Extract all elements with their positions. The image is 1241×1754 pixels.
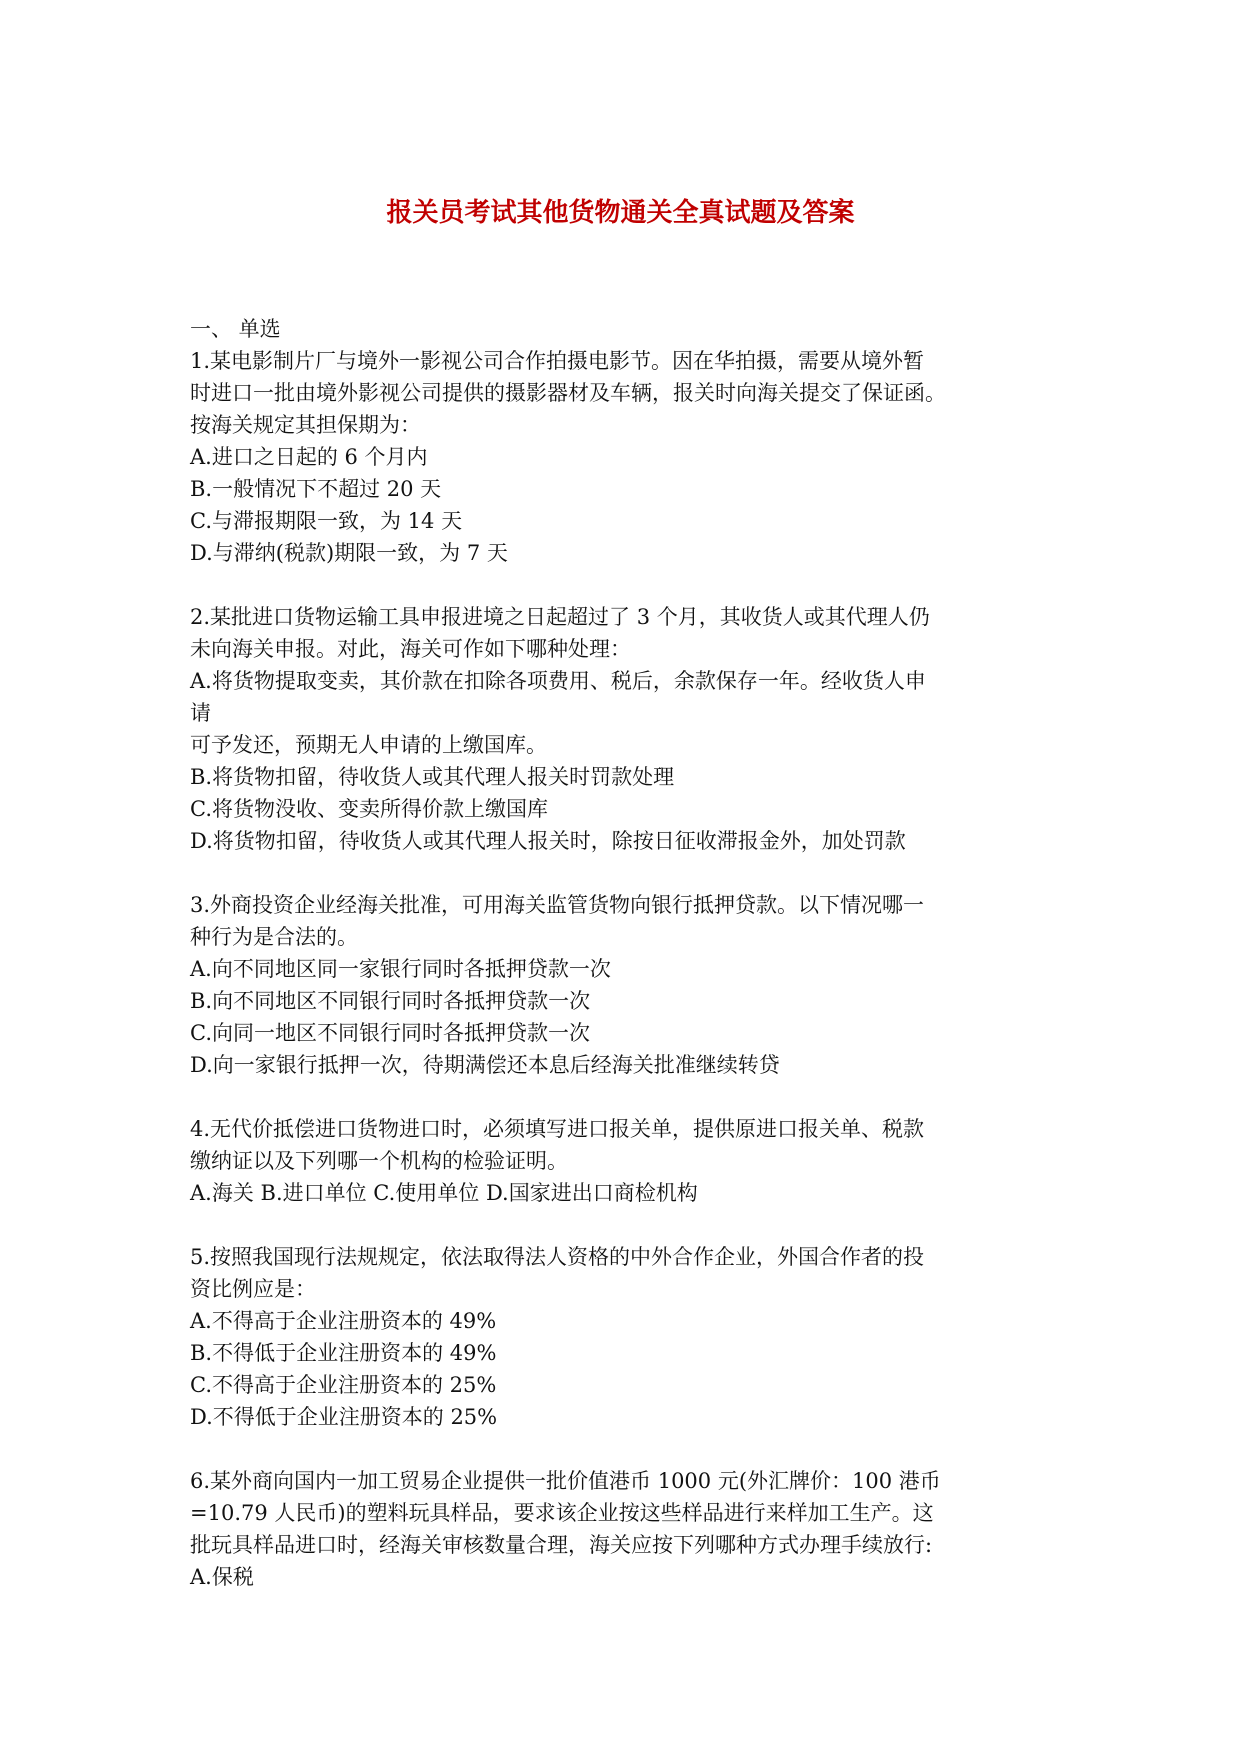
answer-option: A.海关 B.进口单位 C.使用单位 D.国家进出口商检机构 — [190, 1181, 698, 1205]
paragraph-gap — [190, 857, 1070, 889]
question-text: 时进口一批由境外影视公司提供的摄影器材及车辆，报关时向海关提交了保证函。 — [190, 381, 946, 405]
question-2 — [190, 601, 1070, 857]
answer-option: A.向不同地区同一家银行同时各抵押贷款一次 — [190, 957, 611, 981]
answer-option: A.保税 — [190, 1565, 254, 1589]
answer-option: D.与滞纳(税款)期限一致，为 7 天 — [190, 541, 508, 565]
question-text: 3.外商投资企业经海关批准，可用海关监管货物向银行抵押贷款。以下情况哪一 — [190, 893, 925, 917]
page-title: 报关员考试其他货物通关全真试题及答案 — [386, 198, 855, 228]
answer-option: D.将货物扣留，待收货人或其代理人报关时，除按日征收滞报金外，加处罚款 — [190, 829, 906, 853]
question-1 — [190, 345, 1070, 569]
paragraph-gap — [190, 1433, 1070, 1465]
answer-option: B.一般情况下不超过 20 天 — [190, 477, 442, 501]
answer-option: D.向一家银行抵押一次，待期满偿还本息后经海关批准继续转贷 — [190, 1053, 780, 1077]
question-text: 按海关规定其担保期为： — [190, 413, 421, 437]
answer-option: C.不得高于企业注册资本的 25% — [190, 1373, 497, 1397]
question-text: 5.按照我国现行法规规定，依法取得法人资格的中外合作企业，外国合作者的投 — [190, 1245, 925, 1269]
answer-option: B.向不同地区不同银行同时各抵押贷款一次 — [190, 989, 591, 1013]
answer-option: B.不得低于企业注册资本的 49% — [190, 1341, 497, 1365]
question-text: 未向海关申报。对此，海关可作如下哪种处理： — [190, 637, 631, 661]
answer-option: D.不得低于企业注册资本的 25% — [190, 1405, 498, 1429]
answer-option: C.向同一地区不同银行同时各抵押贷款一次 — [190, 1021, 590, 1045]
question-text: 2.某批进口货物运输工具申报进境之日起超过了 3 个月，其收货人或其代理人仍 — [190, 605, 930, 629]
question-text: 种行为是合法的。 — [190, 925, 358, 949]
paragraph-gap — [190, 1081, 1070, 1113]
answer-option: 请 — [190, 701, 211, 725]
question-text: 1.某电影制片厂与境外一影视公司合作拍摄电影节。因在华拍摄，需要从境外暂 — [190, 349, 925, 373]
answer-option: A.不得高于企业注册资本的 49% — [190, 1309, 497, 1333]
question-3 — [190, 889, 1070, 1081]
answer-option: A.将货物提取变卖，其价款在扣除各项费用、税后，余款保存一年。经收货人申 — [190, 669, 926, 693]
question-text: 资比例应是： — [190, 1277, 316, 1301]
answer-option: B.将货物扣留，待收货人或其代理人报关时罚款处理 — [190, 765, 675, 789]
question-6 — [190, 1465, 1070, 1593]
question-text: =10.79 人民币)的塑料玩具样品，要求该企业按这些样品进行来样加工生产。这 — [190, 1501, 934, 1525]
question-5 — [190, 1241, 1070, 1433]
paragraph-gap — [190, 569, 1070, 601]
answer-option: C.将货物没收、变卖所得价款上缴国库 — [190, 797, 548, 821]
document-body — [190, 313, 1070, 1593]
question-4 — [190, 1113, 1070, 1209]
question-text: 缴纳证以及下列哪一个机构的检验证明。 — [190, 1149, 568, 1173]
answer-option: A.进口之日起的 6 个月内 — [190, 445, 428, 469]
answer-option: 可予发还，预期无人申请的上缴国库。 — [190, 733, 547, 757]
paragraph-gap — [190, 1209, 1070, 1241]
answer-option: C.与滞报期限一致，为 14 天 — [190, 509, 463, 533]
question-text: 4.无代价抵偿进口货物进口时，必须填写进口报关单，提供原进口报关单、税款 — [190, 1117, 925, 1141]
question-text: 6.某外商向国内一加工贸易企业提供一批价值港币 1000 元(外汇牌价：100 港币 — [190, 1469, 941, 1493]
question-text: 批玩具样品进口时，经海关审核数量合理，海关应按下列哪种方式办理手续放行: — [190, 1533, 933, 1557]
section-heading: 一、 单选 — [190, 317, 281, 341]
